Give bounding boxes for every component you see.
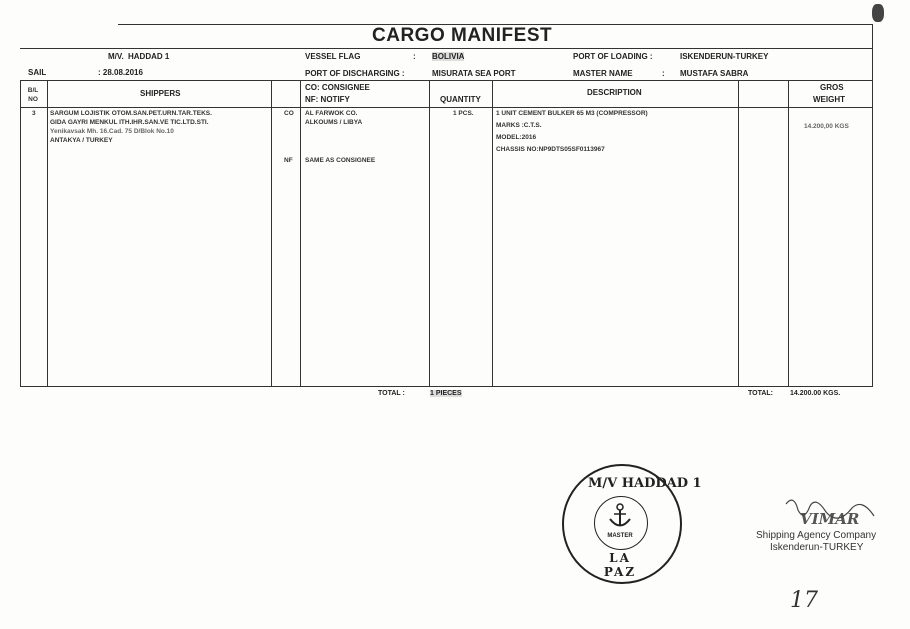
sail-date: : 28.08.2016 bbox=[98, 68, 143, 77]
port-loading-value: ISKENDERUN-TURKEY bbox=[680, 52, 769, 61]
nf-code: NF bbox=[284, 157, 293, 164]
stamp-top-text: M/V HADDAD 1 bbox=[588, 476, 702, 491]
col-shippers: SHIPPERS bbox=[140, 89, 181, 98]
description-line: MARKS :C.T.S. bbox=[496, 122, 542, 129]
anchor-icon bbox=[606, 502, 634, 530]
col-quantity: QUANTITY bbox=[440, 95, 481, 104]
col-bl-no: B/L NO bbox=[27, 87, 39, 103]
vessel-flag-label: VESSEL FLAG bbox=[305, 52, 361, 61]
col-description: DESCRIPTION bbox=[587, 88, 642, 97]
col-gross-2: WEIGHT bbox=[813, 95, 845, 104]
shipper-line: Yenikavsak Mh. 16.Cad. 75 D/Blok No.10 bbox=[50, 128, 174, 135]
master-name-label: MASTER NAME bbox=[573, 69, 633, 78]
col-consignee-2: NF: NOTIFY bbox=[305, 95, 350, 104]
co-code: CO bbox=[284, 110, 294, 117]
shipper-line: GIDA GAYRI MENKUL ITH.IHR.SAN.VE TIC.LTD.STI. bbox=[50, 119, 209, 126]
notify-text: SAME AS CONSIGNEE bbox=[305, 157, 376, 164]
row-bl-no: 3 bbox=[32, 110, 36, 117]
description-line: MODEL:2016 bbox=[496, 134, 537, 141]
stamp-bottom-text: LA PAZ bbox=[603, 551, 637, 579]
vessel-flag-sep: : bbox=[413, 52, 416, 61]
port-discharging-value: MISURATA SEA PORT bbox=[432, 69, 516, 78]
total-pieces: 1 PIECES bbox=[430, 390, 462, 397]
port-discharging-label: PORT OF DISCHARGING : bbox=[305, 69, 405, 78]
shipper-line: ANTAKYA / TURKEY bbox=[50, 137, 113, 144]
sail-label: SAIL bbox=[28, 68, 47, 77]
consignee-block bbox=[305, 109, 362, 127]
description-line: 1 UNIT CEMENT BULKER 65 M3 (COMPRESSOR) bbox=[496, 110, 648, 117]
port-loading-label: PORT OF LOADING : bbox=[573, 52, 653, 61]
total-weight-label: TOTAL: bbox=[748, 390, 774, 397]
document-title: CARGO MANIFEST bbox=[372, 25, 553, 46]
signature-squiggle bbox=[780, 492, 880, 532]
agency-line-2: Iskenderun-TURKEY bbox=[770, 542, 864, 553]
consignee-line: AL FARWOK CO. bbox=[305, 110, 358, 117]
corner-mark bbox=[872, 4, 884, 22]
agency-logo: VIMAR bbox=[800, 510, 860, 528]
total-label: TOTAL : bbox=[378, 390, 405, 397]
shipper-line: SARGUM LOJISTIK OTOM.SAN.PET.URN.TAR.TEKS. bbox=[50, 110, 212, 117]
vessel-prefix: M/V. bbox=[108, 52, 124, 61]
description-line: CHASSIS NO:NP9DTS05SF0113967 bbox=[496, 146, 605, 153]
vessel-name: HADDAD 1 bbox=[128, 52, 170, 61]
row-gross-weight: 14.200,00 KGS bbox=[804, 123, 849, 130]
stamp-center-text: MASTER bbox=[607, 533, 633, 539]
agency-line-1: Shipping Agency Company bbox=[756, 530, 877, 541]
col-gross-1: GROS bbox=[820, 83, 844, 92]
consignee-line: ALKOUMS / LIBYA bbox=[305, 119, 363, 126]
page-number: 17 bbox=[790, 588, 818, 613]
row-quantity: 1 PCS. bbox=[453, 110, 474, 117]
description-block bbox=[496, 109, 648, 154]
shipper-block bbox=[50, 109, 212, 145]
vessel-flag-value: BOLIVIA bbox=[432, 52, 465, 61]
total-weight: 14.200.00 KGS. bbox=[790, 390, 841, 397]
master-name-value: MUSTAFA SABRA bbox=[680, 69, 749, 78]
master-name-sep: : bbox=[662, 69, 665, 78]
col-consignee-1: CO: CONSIGNEE bbox=[305, 83, 370, 92]
